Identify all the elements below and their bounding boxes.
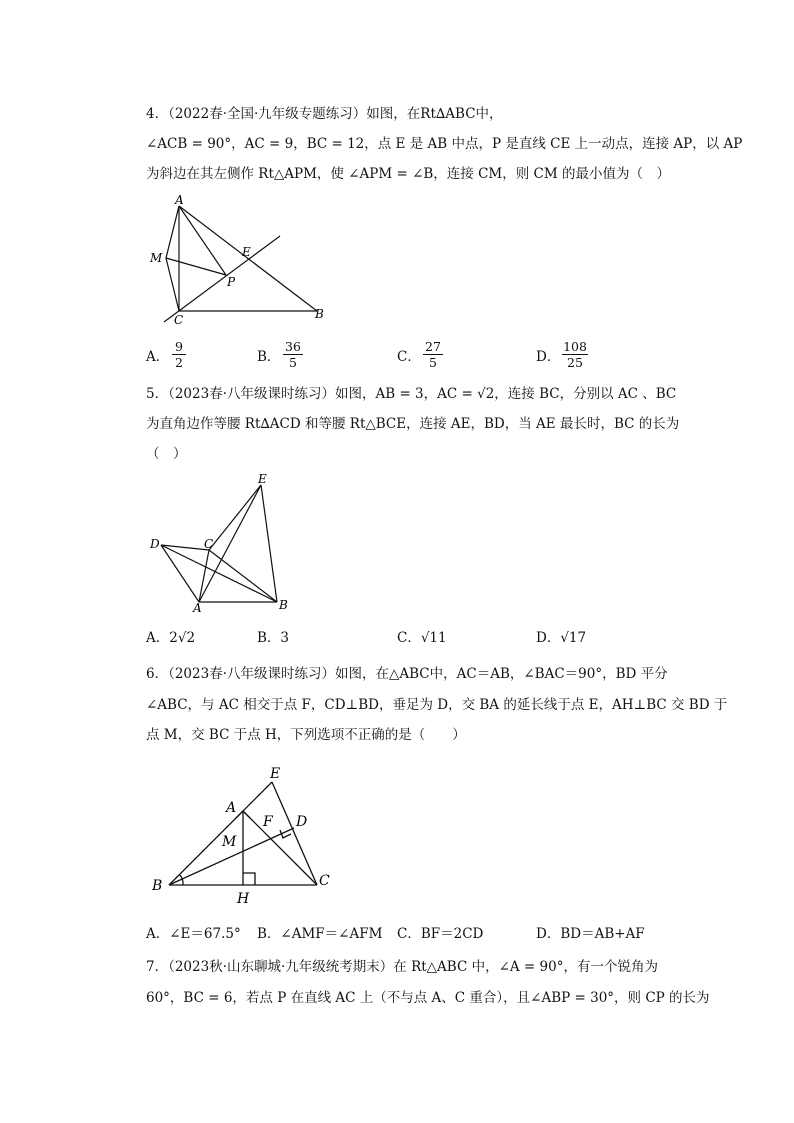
q4-option-b-num: 36: [283, 339, 303, 355]
q4-option-b-letter[interactable]: B．: [257, 349, 281, 365]
q6-label-C: C: [319, 873, 330, 889]
q4-option-c-num: 27: [423, 339, 443, 355]
q4-option-b-den: 5: [289, 355, 297, 370]
q4-stem-line2: ∠ACB = 90°，AC = 9，BC = 12，点 E 是 AB 中点，P 是直线 CE 上一动点，连接 AP，以 AP: [146, 136, 743, 152]
q6-label-E: E: [270, 766, 281, 782]
q6-stem-line3: 点 M，交 BC 于点 H，下列选项不正确的是（ ）: [146, 727, 466, 743]
q6-option-d[interactable]: D．BD＝AB+AF: [536, 926, 645, 942]
q4-label-C: C: [174, 313, 184, 327]
q6-stem-line2: ∠ABC，与 AC 相交于点 F，CD⊥BD，垂足为 D，交 BA 的延长线于点 E，AH⊥BC 交 BD 于: [146, 697, 728, 713]
q6-label-B: B: [152, 878, 163, 894]
q4-option-a-den: 2: [175, 355, 183, 370]
q5-label-D: D: [150, 537, 160, 551]
q4-option-d-letter[interactable]: D．: [536, 349, 561, 365]
q4-option-d-den: 25: [567, 355, 583, 370]
q5-option-a[interactable]: A．2√2: [146, 630, 196, 646]
q5-label-C: C: [204, 537, 214, 551]
q4-option-a-letter[interactable]: A．: [146, 349, 170, 365]
q6-option-c[interactable]: C．BF＝2CD: [397, 926, 484, 942]
q4-option-d-num: 108: [563, 339, 587, 354]
q6-label-D: D: [296, 814, 308, 830]
q4-label-M: M: [150, 251, 163, 265]
q5-option-c[interactable]: C．√11: [397, 630, 447, 646]
q6-label-A: A: [226, 800, 237, 816]
q6-stem-line1: 6．（2023春·八年级课时练习）如图，在△ABC中，AC＝AB，∠BAC＝90°，BD 平分: [146, 666, 668, 682]
q6-label-M: M: [222, 834, 237, 850]
q7-stem-line1: 7．（2023秋·山东聊城·九年级统考期末）在 Rt△ABC 中，∠A = 90°，有一个锐角为: [146, 959, 658, 975]
q5-stem-line1: 5．（2023春·八年级课时练习）如图，AB = 3，AC = √2，连接 BC，分别以 AC 、BC: [146, 386, 677, 402]
q4-option-a-num: 9: [172, 339, 186, 355]
q5-label-A: A: [193, 601, 202, 615]
q4-label-E: E: [242, 245, 251, 259]
q6-label-F: F: [263, 814, 273, 830]
q5-label-B: B: [279, 598, 288, 612]
q4-option-c-letter[interactable]: C．: [397, 349, 421, 365]
q5-stem-line3: （ ）: [146, 446, 187, 462]
q5-option-d[interactable]: D．√17: [536, 630, 587, 646]
q4-label-B: B: [315, 307, 324, 321]
q6-option-a[interactable]: A．∠E＝67.5°: [146, 926, 241, 942]
q6-label-H: H: [237, 891, 250, 907]
q6-option-b[interactable]: B．∠AMF＝∠AFM: [257, 926, 383, 942]
q5-option-b[interactable]: B．3: [257, 630, 290, 646]
q7-stem-line2: 60°，BC = 6，若点 P 在直线 AC 上（不与点 A、C 重合），且∠ABP = 30°，则 CP 的长为: [146, 990, 710, 1006]
q4-option-c-den: 5: [429, 355, 437, 370]
q4-label-P: P: [227, 275, 236, 289]
q4-label-A: A: [175, 193, 184, 207]
q4-stem-line1: 4．（2022春·全国·九年级专题练习）如图，在Rt∆ABC中，: [146, 106, 503, 122]
q5-stem-line2: 为直角边作等腰 Rt∆ACD 和等腰 Rt△BCE，连接 AE，BD，当 AE 最长时，BC 的长为: [146, 416, 680, 432]
q5-label-E: E: [258, 472, 267, 486]
q4-stem-line3: 为斜边在其左侧作 Rt△APM，使 ∠APM = ∠B，连接 CM，则 CM 的最小值为（ ）: [146, 166, 670, 182]
